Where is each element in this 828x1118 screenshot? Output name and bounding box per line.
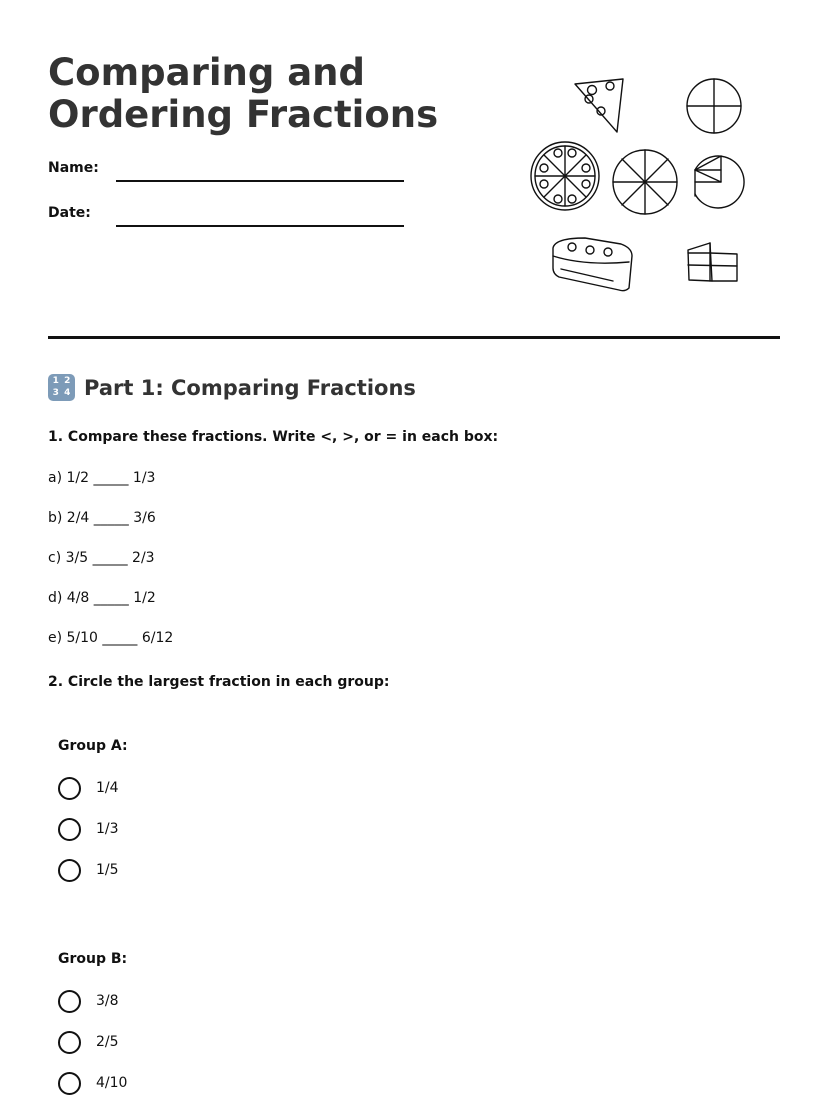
part1-heading [48,374,416,401]
group-b-option-1[interactable] [58,989,119,1013]
date-label: Date: [48,205,91,221]
compare-item-d: d) 4/8 _____ 1/2 [48,590,156,606]
icon-digit: 4 [64,387,71,398]
title-line: Comparing and [48,51,366,94]
icon-digit: 3 [52,387,59,398]
date-line[interactable] [116,225,404,227]
option-label: 1/5 [96,862,119,878]
cheese-block-icon [688,243,737,281]
circle-eighths-icon [613,150,677,214]
radio-circle[interactable] [58,1031,81,1054]
radio-circle[interactable] [58,1072,81,1095]
option-label: 1/3 [96,821,119,837]
cake-slice-icon [695,156,744,208]
name-line[interactable] [116,180,404,182]
name-label: Name: [48,160,99,176]
option-label: 4/10 [96,1075,128,1091]
group-b-option-2[interactable] [58,1030,119,1054]
circle-quarters-icon [687,79,741,133]
compare-item-b: b) 2/4 _____ 3/6 [48,510,156,526]
radio-circle[interactable] [58,859,81,882]
radio-circle[interactable] [58,990,81,1013]
icon-digit: 1 [52,376,59,387]
group-b-option-3[interactable] [58,1071,127,1095]
option-label: 3/8 [96,993,119,1009]
compare-item-e: e) 5/10 _____ 6/12 [48,630,174,646]
fraction-food-illustration [525,70,755,300]
compare-item-c: c) 3/5 _____ 2/3 [48,550,155,566]
input-numbers-icon [48,374,75,401]
compare-item-a: a) 1/2 _____ 1/3 [48,470,156,486]
radio-circle[interactable] [58,777,81,800]
cake-bar-icon [553,238,632,291]
option-label: 2/5 [96,1034,119,1050]
title-line: Ordering Fractions [48,93,439,136]
question-2-prompt: 2. Circle the largest fraction in each group: [48,674,390,690]
group-a-option-3[interactable] [58,858,119,882]
group-b-label: Group B: [58,951,128,967]
whole-pizza-icon [531,142,599,210]
group-a-option-1[interactable] [58,776,119,800]
page-title [48,52,438,136]
group-a-label: Group A: [58,738,128,754]
radio-circle[interactable] [58,818,81,841]
option-label: 1/4 [96,780,119,796]
question-1-prompt: 1. Compare these fractions. Write <, >, or = in each box: [48,429,499,445]
group-a-option-2[interactable] [58,817,119,841]
part1-heading-text: Part 1: Comparing Fractions [84,375,416,400]
section-divider [48,336,780,339]
pizza-slice-icon [575,79,623,132]
icon-digit: 2 [64,376,71,387]
